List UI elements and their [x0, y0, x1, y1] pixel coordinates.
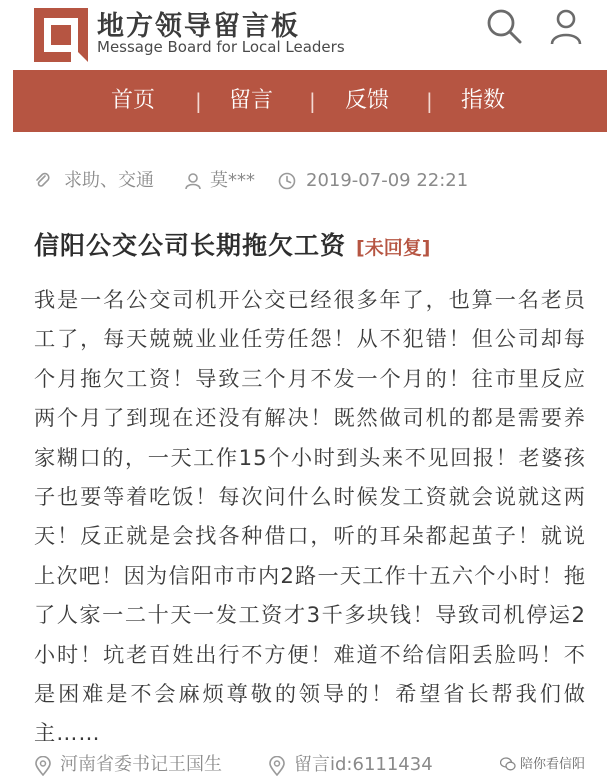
nav-separator: | — [426, 89, 433, 113]
location-pin-icon — [268, 756, 286, 776]
post-title-row — [34, 226, 430, 266]
nav-item-index[interactable]: 指数 — [461, 88, 506, 113]
nav-separator: | — [195, 89, 202, 113]
nav-item-feedback[interactable]: 反馈 — [345, 88, 390, 113]
user-icon[interactable] — [546, 6, 586, 46]
post-body: 我是一名公交司机开公交已经很多年了，也算一名老员工了，每天兢兢业业任劳任怨！从不犯错！但公司却每个月拖欠工资！导致三个月不发一个月的！往市里反应两个月了到现在还没有解决！既然做司机的都是需要养家糊口的，一天工作15个小时到头来不见回报！老婆孩子也要等着吃饭！每次问什么时候发工资就会说就这两天！反正就是会找各种借口，听的耳朵都起茧子！就说上次吧！因为信阳市市内2路一天工作十五六个小时！拖了人家一二十天一发工资才3千多块钱！导致司机停运2小时！坑老百姓出行不方便！难道不给信阳丢脸吗！不是困难是不会麻烦尊敬的领导的！希望省长帮我们做主…… — [34, 287, 586, 746]
post-footer — [34, 752, 606, 781]
status-badge: [未回复] — [356, 237, 431, 259]
tag-icon — [34, 172, 52, 190]
search-icon[interactable] — [484, 6, 524, 46]
post-category[interactable]: 求助、交通 — [64, 170, 154, 191]
post-author: 莫*** — [210, 170, 255, 191]
main-nav — [13, 70, 607, 132]
post-datetime: 2019-07-09 22:21 — [306, 170, 469, 191]
post-title: 信阳公交公司长期拖欠工资 — [34, 231, 347, 260]
clock-icon — [278, 172, 296, 190]
wechat-icon — [500, 757, 516, 771]
watermark-text: 陪你看信阳 — [520, 757, 586, 772]
site-subtitle: Message Board for Local Leaders — [97, 38, 345, 56]
nav-item-message[interactable]: 留言 — [229, 88, 274, 113]
site-header — [0, 0, 613, 70]
nav-item-home[interactable]: 首页 — [111, 88, 156, 113]
user-icon — [184, 172, 202, 190]
logo-icon[interactable] — [34, 8, 88, 62]
post-meta — [34, 168, 594, 196]
post-message-id: 留言id:6111434 — [294, 754, 433, 775]
post-recipient[interactable]: 河南省委书记王国生 — [60, 754, 222, 775]
nav-separator: | — [309, 89, 316, 113]
location-pin-icon — [34, 756, 52, 776]
site-title[interactable]: 地方领导留言板 — [97, 11, 300, 42]
